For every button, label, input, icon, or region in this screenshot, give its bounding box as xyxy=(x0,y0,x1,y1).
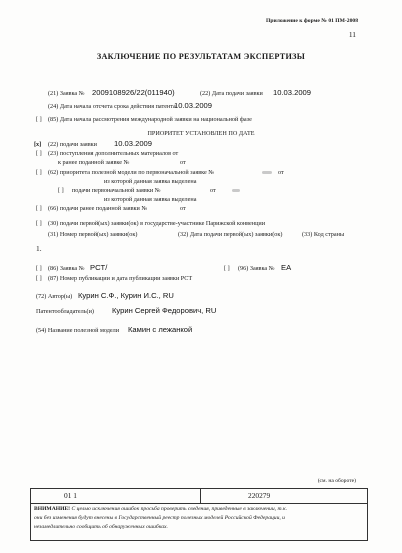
label-96: (96) Заявка № xyxy=(238,265,275,272)
patent-start-date: 10.03.2009 xyxy=(174,101,213,110)
priority-date: 10.03.2009 xyxy=(114,139,153,148)
filing-date: 10.03.2009 xyxy=(273,88,312,97)
patent-holder: Курин Сергей Федорович, RU xyxy=(112,306,217,315)
pencil-mark xyxy=(232,189,240,192)
label-87: (87) Номер публикации и дата публикации заявки PCT xyxy=(48,275,193,282)
paris-row-number: 1. xyxy=(36,244,42,253)
label-66: (66) подачи ранее поданной заявки № xyxy=(48,205,148,212)
checkbox-66: [ ] xyxy=(36,205,42,212)
label-priority-22: (22) подачи заявки xyxy=(48,141,97,148)
checkbox-86: [ ] xyxy=(36,265,42,272)
label-72: (72) Автор(ы) xyxy=(36,293,73,300)
notice-line-2: они без изменения будут внесены в Государственный реестр полезных моделей Российской Федерации, и xyxy=(34,515,285,521)
footer-code-table xyxy=(30,488,368,504)
label-original: подачи первоначальной заявки № xyxy=(72,187,161,194)
label-30: (30) подачи первой(ых) заявки(ок) в государстве-участнике Парижской конвенции xyxy=(48,220,266,227)
footer-cell-right: 220279 xyxy=(248,491,271,500)
label-66-from: от xyxy=(180,205,186,212)
label-23: (23) поступления дополнительных материалов от xyxy=(48,150,179,157)
checkbox-23: [ ] xyxy=(36,150,42,157)
label-23-from: от xyxy=(180,159,186,166)
appendix-note: Приложение к форме № 01 ПМ-2008 xyxy=(266,18,358,24)
label-62-from: от xyxy=(278,169,284,176)
priority-heading: ПРИОРИТЕТ УСТАНОВЛЕН ПО ДАТЕ xyxy=(147,130,255,137)
checkbox-85: [ ] xyxy=(36,116,42,123)
value-86: PCT/ xyxy=(90,263,108,272)
checkbox-original: [ ] xyxy=(58,187,64,194)
label-22: (22) Дата подачи заявки xyxy=(200,90,263,97)
page-number: 11 xyxy=(348,30,356,39)
label-73: Патентообладатель(и) xyxy=(36,308,94,315)
authors: Курин С.Ф., Курин И.С., RU xyxy=(78,291,174,300)
checkbox-96: [ ] xyxy=(224,265,230,272)
label-23-prior: к ранее поданной заявке № xyxy=(58,159,130,166)
label-21: (21) Заявка № xyxy=(48,90,85,97)
label-62-separated: из которой данная заявка выделена xyxy=(104,178,197,185)
label-86: (86) Заявка № xyxy=(48,265,85,272)
document-title: ЗАКЛЮЧЕНИЕ ПО РЕЗУЛЬТАТАМ ЭКСПЕРТИЗЫ xyxy=(96,52,306,61)
label-original-from: от xyxy=(210,187,216,194)
application-number: 2009108926/22(011940) xyxy=(92,88,175,97)
see-back-note: (см. на обороте) xyxy=(317,478,356,484)
checkbox-87: [ ] xyxy=(36,275,42,282)
column-31: (31) Номер первой(ых) заявки(ок) xyxy=(48,231,138,238)
pencil-mark xyxy=(262,171,272,174)
label-original-separated: из которой данная заявка выделена xyxy=(104,196,197,203)
column-32: (32) Дата подачи первой(ых) заявки(ок) xyxy=(178,231,283,238)
footer-cell-left: 01 1 xyxy=(64,491,77,500)
notice-line-3: незамедлительно сообщить об обнаруженных ошибках. xyxy=(34,524,168,530)
value-96: EA xyxy=(281,263,292,272)
label-24: (24) Дата начала отсчета срока действия патента xyxy=(48,103,176,110)
label-62: (62) приоритета полезной модели по первоначальной заявке № xyxy=(48,169,215,176)
checkbox-22-checked: [x] xyxy=(34,141,42,148)
column-33: (33) Код страны xyxy=(302,231,345,238)
notice-line-1 xyxy=(34,506,287,512)
notice-bold: ВНИМАНИЕ! xyxy=(34,506,71,512)
footer-table-divider xyxy=(200,488,201,504)
label-85: (85) Дата начала рассмотрения международной заявки на национальной фазе xyxy=(48,116,252,123)
checkbox-62: [ ] xyxy=(36,169,42,176)
notice-text-1: С целью исключения ошибок просьба проверить сведения, приведенные в заключении, т.к. xyxy=(71,506,287,512)
utility-model-name: Камин с лежанкой xyxy=(128,325,193,334)
checkbox-30: [ ] xyxy=(36,220,42,227)
label-54: (54) Название полезной модели xyxy=(36,327,120,334)
